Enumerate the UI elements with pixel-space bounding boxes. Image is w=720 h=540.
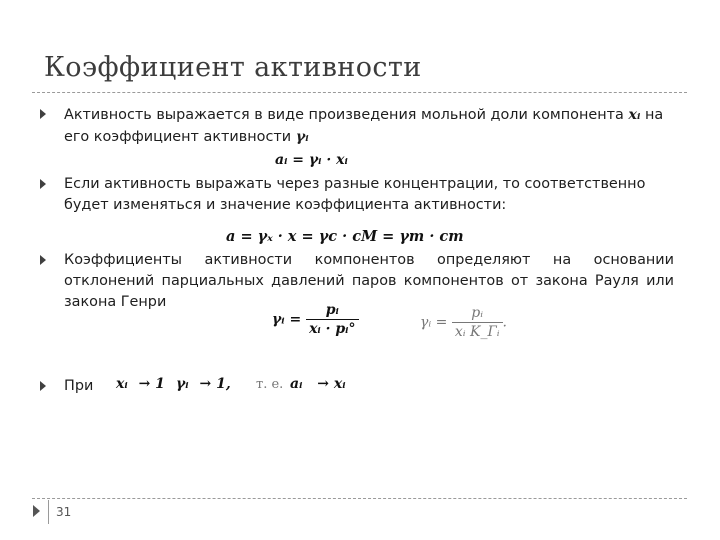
henry-denominator: xᵢ K_Гᵢ [454,324,500,340]
title-divider [32,92,687,93]
henry-tail: . [502,314,507,331]
raoult-denominator: xᵢ · pᵢ° [309,321,356,337]
henry-numerator: pᵢ [452,305,503,323]
limit-condition-a [290,376,346,392]
page-marker-icon [33,505,40,517]
raoult-lhs: γᵢ = [272,311,302,328]
page-number: 31 [56,505,72,519]
bullet-arrow-icon [40,255,46,265]
slide-title: Коэффициент активности [44,52,422,83]
equation-activity: aᵢ = γᵢ · xᵢ [275,152,348,168]
henry-fraction [452,305,503,340]
page-number-divider [48,500,49,524]
cond-g-symbol: γᵢ [176,376,189,392]
footer-divider [32,498,687,499]
bullet-text-4: При [64,378,94,394]
bullet-arrow-icon [40,109,46,119]
bullet-1-symbol-gamma: γᵢ [295,128,309,145]
bullet-1-text-start: Активность выражается в виде произведения мольной доли компонента [64,107,629,123]
bullet-text-1 [64,104,674,148]
equation-raoult [272,302,359,337]
cond-a-relation: → xᵢ [317,376,346,392]
bullet-1-symbol-x: xᵢ [628,106,641,123]
bullet-text-3: Коэффициенты активности компонентов определяют на основании отклонений парциальных давлений паров компонентов от закона Рауля или закона Генри [64,252,674,310]
bullet-arrow-icon [40,381,46,391]
equation-henry [420,305,507,340]
cond-ie-text: т. е. [256,377,284,392]
raoult-numerator: pᵢ [306,302,358,320]
limit-condition-gamma [176,376,231,392]
henry-lhs: γᵢ = [420,314,448,331]
cond-x-symbol: xᵢ [116,376,128,392]
raoult-fraction [306,302,358,337]
limit-condition-x [116,376,165,392]
cond-a-symbol: aᵢ [290,376,303,392]
equation-concentrations: a = γₓ · x = γc · cM = γm · cm [226,228,464,245]
bullet-arrow-icon [40,179,46,189]
bullet-1-text-mid: на его коэффициент активности [64,107,664,145]
bullet-text-2: Если активность выражать через разные концентрации, то соответственно будет изменяться и значение коэффициента активности: [64,176,646,213]
cond-g-relation: → 1, [199,376,231,392]
cond-x-relation: → 1 [138,376,165,392]
